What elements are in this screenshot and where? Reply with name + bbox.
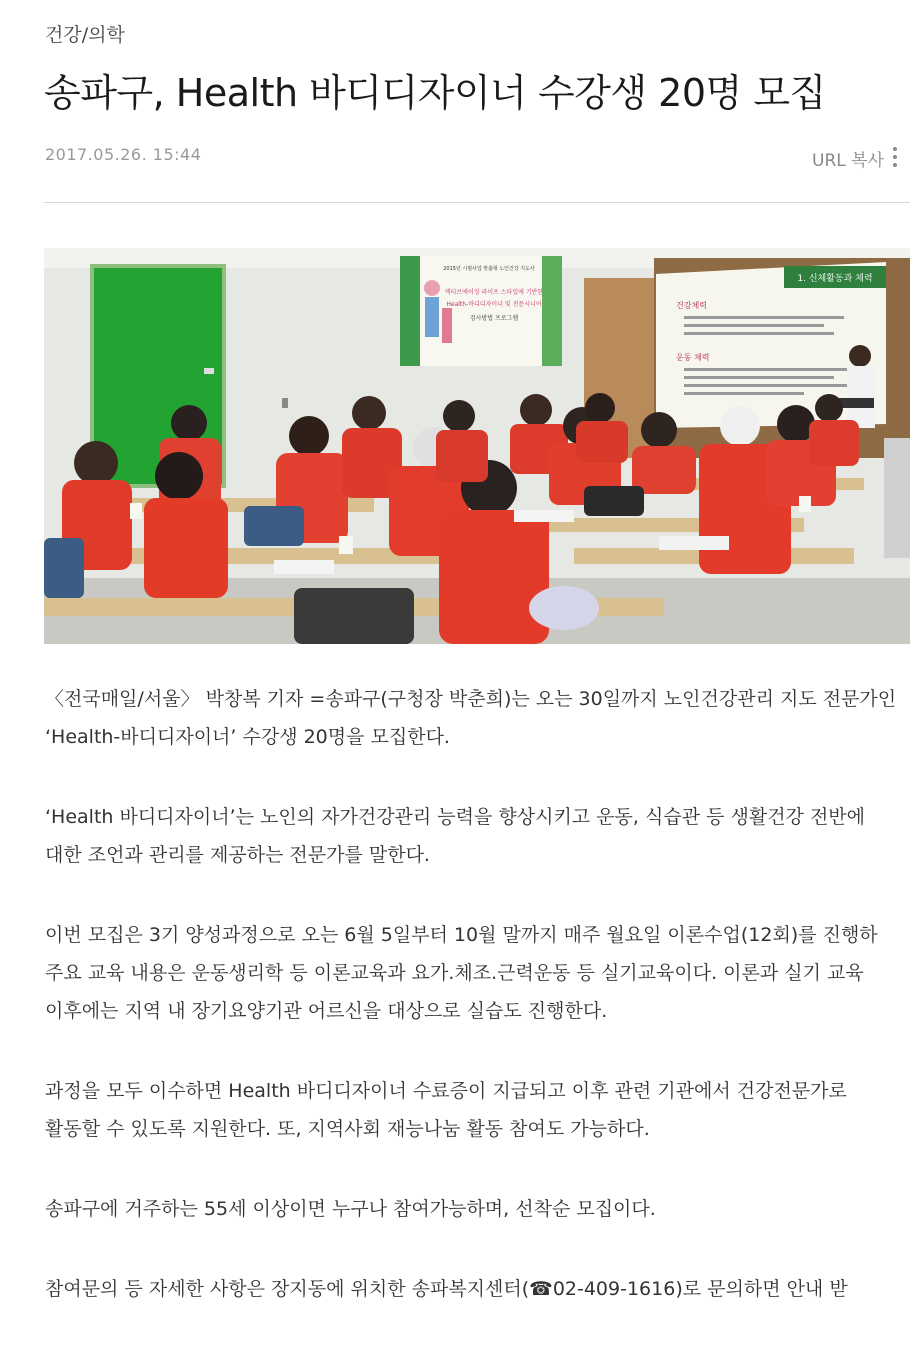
slide-section-1: 건강체력: [676, 301, 707, 310]
body-paragraph: ‘Health 바디디자이너’는 노인의 자가건강관리 능력을 향상시키고 운동, 식습관 등 생활건강 전반에 대한 조언과 관리를 제공하는 전문가를 말한다.: [45, 806, 866, 866]
banner-line-4: 검사방법 프로그램: [469, 315, 519, 322]
banner-line-2: 액티브에이징 라이프 스타일에 기반한: [444, 289, 544, 296]
more-vertical-icon[interactable]: [891, 144, 899, 170]
article-body: [45, 680, 905, 1350]
article-photo: [44, 248, 910, 644]
body-paragraph: 〈전국매일/서울〉 박창복 기자 =송파구(구청장 박춘희)는 오는 30일까지 노인건강관리 지도 전문가인 ‘Health-바디디자이너’ 수강생 20명을 모집한다.: [45, 688, 897, 748]
publish-date: 2017.05.26. 15:44: [45, 145, 202, 164]
banner-line-1: 2015년 시범사업 맞춤형 노인건강 지도사: [443, 266, 535, 272]
slide-title: 1. 신체활동과 체력: [797, 274, 873, 284]
body-paragraph: 송파구에 거주하는 55세 이상이면 누구나 참여가능하며, 선착순 모집이다.: [45, 1198, 656, 1220]
category-label[interactable]: 건강/의학: [45, 24, 125, 46]
article-headline: 송파구, Health 바디디자이너 수강생 20명 모집: [44, 71, 826, 115]
body-paragraph: 이번 모집은 3기 양성과정으로 오는 6월 5일부터 10월 말까지 매주 월요일 이론수업(12회)를 진행하 주요 교육 내용은 운동생리학 등 이론교육과 요가.체조.근력운동 등 실기교육이다. 이론과 실기 교육 이후에는 지역 내 장기요양기관 어르신을 대상으로 실습도 진행한다.: [45, 924, 878, 1022]
banner-line-3: Health-바디디자이너 및 전문시니어: [446, 301, 542, 308]
url-copy-button[interactable]: URL 복사: [812, 151, 884, 171]
body-paragraph: 참여문의 등 자세한 사항은 장지동에 위치한 송파복지센터(☎02-409-1616)로 문의하면 안내 받: [45, 1278, 848, 1300]
body-paragraph: 과정을 모두 이수하면 Health 바디디자이너 수료증이 지급되고 이후 관련 기관에서 건강전문가로 활동할 수 있도록 지원한다. 또, 지역사회 재능나눔 활동 참여도 가능하다.: [45, 1080, 847, 1140]
header-divider: [44, 202, 910, 203]
slide-section-2: 운동 체력: [676, 353, 710, 362]
